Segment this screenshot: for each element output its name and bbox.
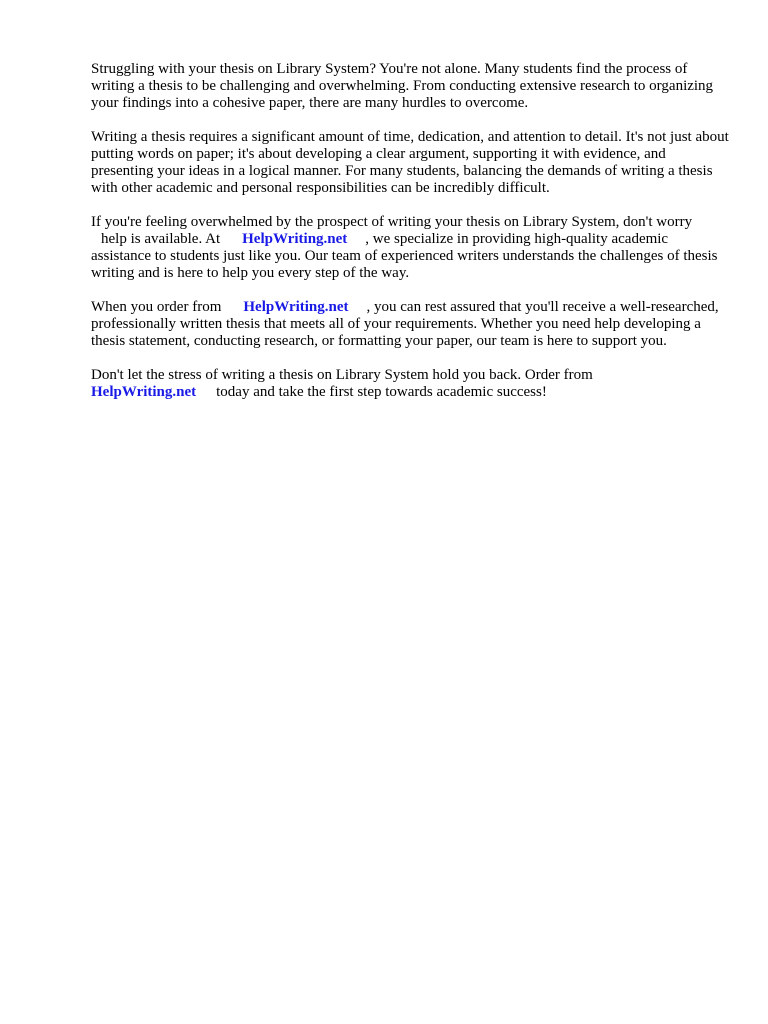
paragraph-closing: [91, 367, 731, 401]
paragraph-order: [91, 299, 731, 350]
paragraph-order-after: , you can rest assured that you'll receive a well-researched, professionally written thesis that meets all of your requirements. Whether you need help developing a thesis statement, conducting research, or formatting your paper, our team is here to support you.: [91, 299, 719, 349]
paragraph-help-after: , we specialize in providing high-quality academic assistance to students just like you. Our team of experienced writers understands the challenges of thesis writing and is here to help you every step of the way.: [91, 231, 718, 281]
paragraph-closing-before: Don't let the stress of writing a thesis on Library System hold you back. Order from: [91, 367, 593, 383]
paragraph-order-before: When you order from: [91, 299, 222, 315]
paragraph-help-line1: If you're feeling overwhelmed by the prospect of writing your thesis on Library System, don't worry: [91, 214, 693, 230]
helpwriting-link-3[interactable]: HelpWriting.net: [91, 384, 197, 400]
paragraph-intro-text: Struggling with your thesis on Library System? You're not alone. Many students find the process of writing a thesis to be challenging and overwhelming. From conducting extensive research to organizing your findings into a cohesive paper, there are many hurdles to overcome.: [91, 61, 714, 111]
paragraph-closing-after: today and take the first step towards academic success!: [216, 384, 547, 400]
helpwriting-link-1[interactable]: HelpWriting.net: [242, 231, 348, 247]
document-body: [91, 61, 731, 418]
helpwriting-link-2[interactable]: HelpWriting.net: [243, 299, 349, 315]
paragraph-intro: [91, 61, 731, 112]
paragraph-requirements: [91, 129, 731, 197]
paragraph-help-before: help is available. At: [101, 231, 221, 247]
paragraph-help-available: [91, 214, 731, 282]
paragraph-requirements-text: Writing a thesis requires a significant amount of time, dedication, and attention to detail. It's not just about putting words on paper; it's about developing a clear argument, supporting it with evidence, and presenting your ideas in a logical manner. For many students, balancing the demands of writing a thesis with other academic and personal responsibilities can be incredibly difficult.: [91, 129, 729, 196]
